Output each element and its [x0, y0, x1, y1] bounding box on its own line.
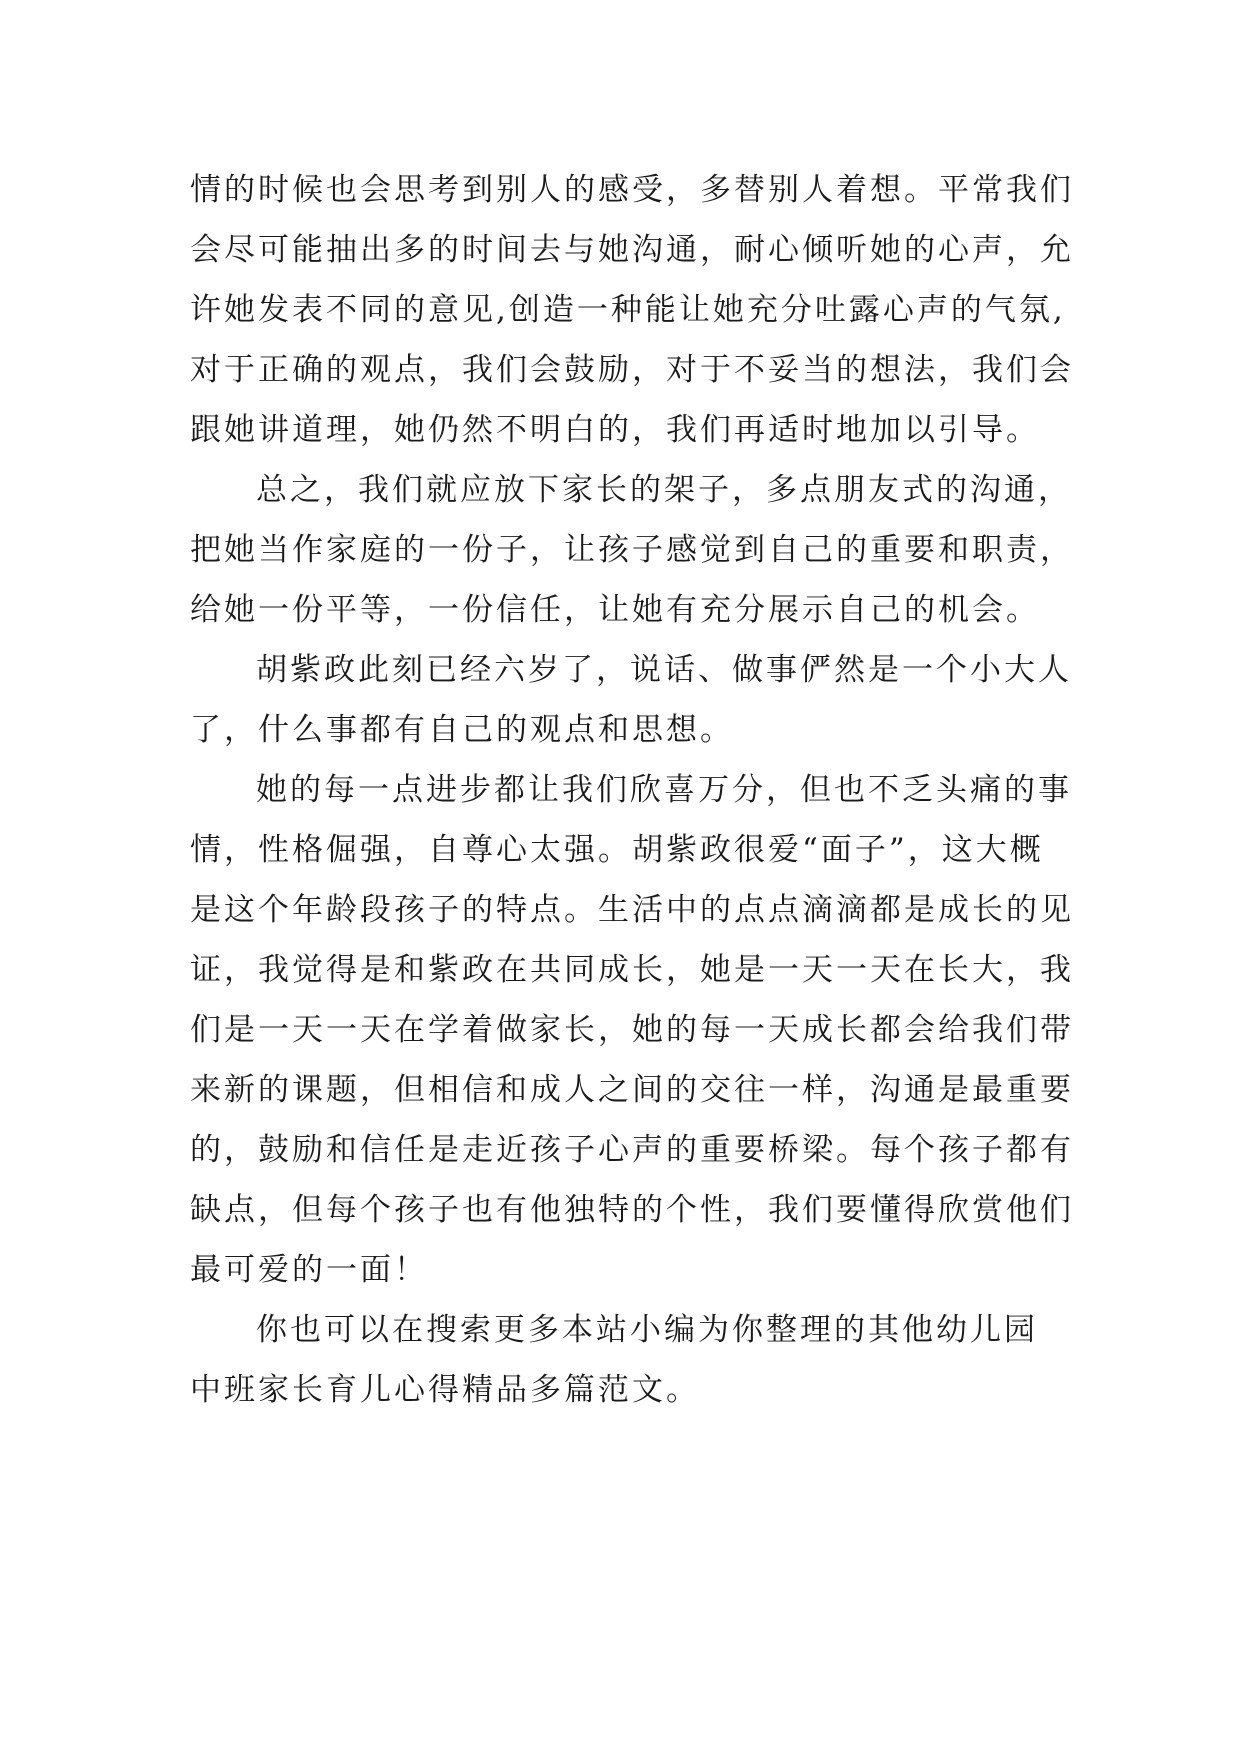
- paragraph-start-line: 总之，我们就应放下家长的架子，多点朋友式的沟通，: [256, 472, 1072, 508]
- text-line: 给她一份平等，一份信任，让她有充分展示自己的机会。: [190, 592, 1040, 628]
- text-line: 中班家长育儿心得精品多篇范文。: [190, 1372, 700, 1408]
- text-line: 对于正确的观点，我们会鼓励，对于不妥当的想法，我们会: [190, 352, 1074, 388]
- text-line: 来新的课题，但相信和成人之间的交往一样，沟通是最重要: [190, 1072, 1074, 1108]
- body-text: [190, 160, 1090, 1420]
- text-line: 把她当作家庭的一份子，让孩子感觉到自己的重要和职责，: [190, 532, 1074, 568]
- text-line: 情的时候也会思考到别人的感受，多替别人着想。平常我们: [190, 172, 1074, 208]
- paragraph-start-line: 她的每一点进步都让我们欣喜万分，但也不乏头痛的事: [256, 772, 1072, 808]
- text-line: 情，性格倔强，自尊心太强。胡紫政很爱“面子”，这大概: [190, 832, 1044, 868]
- text-line: 许她发表不同的意见,创造一种能让她充分吐露心声的气氛,: [190, 292, 1066, 328]
- text-line: 的，鼓励和信任是走近孩子心声的重要桥梁。每个孩子都有: [190, 1132, 1074, 1168]
- text-line: 是这个年龄段孩子的特点。生活中的点点滴滴都是成长的见: [190, 892, 1074, 928]
- text-line: 最可爱的一面！: [190, 1252, 428, 1288]
- paragraph-start-line: 你也可以在搜索更多本站小编为你整理的其他幼儿园: [256, 1312, 1038, 1348]
- text-line: 了，什么事都有自己的观点和思想。: [190, 712, 734, 748]
- paragraph-start-line: 胡紫政此刻已经六岁了，说话、做事俨然是一个小大人: [256, 652, 1072, 688]
- text-line: 证，我觉得是和紫政在共同成长，她是一天一天在长大，我: [190, 952, 1074, 988]
- text-line: 们是一天一天在学着做家长，她的每一天成长都会给我们带: [190, 1012, 1074, 1048]
- text-line: 会尽可能抽出多的时间去与她沟通，耐心倾听她的心声，允: [190, 232, 1074, 268]
- text-line: 跟她讲道理，她仍然不明白的，我们再适时地加以引导。: [190, 412, 1040, 448]
- text-line: 缺点，但每个孩子也有他独特的个性，我们要懂得欣赏他们: [190, 1192, 1074, 1228]
